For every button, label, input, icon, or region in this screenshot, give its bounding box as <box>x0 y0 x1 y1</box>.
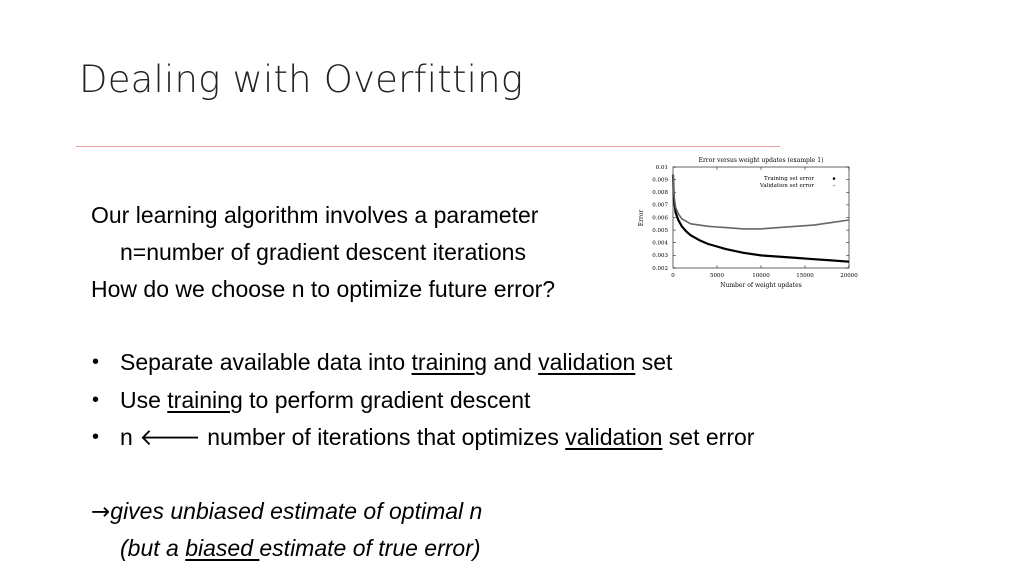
bullet-3-text-pre: n <box>120 424 140 450</box>
right-arrow-icon: → <box>91 499 111 525</box>
legend-validation-marker <box>833 185 835 187</box>
y-axis-label: Error <box>638 209 645 227</box>
bullet-3-text-post: set error <box>662 424 755 450</box>
bullet-3-text-mid: number of iterations that optimizes <box>200 424 566 450</box>
x-tick-label: 10000 <box>752 273 770 279</box>
x-tick-label: 5000 <box>710 273 724 279</box>
y-tick-label: 0.009 <box>652 177 668 184</box>
y-tick-label: 0.006 <box>652 215 668 222</box>
bullet-2-text-post: to perform gradient descent <box>242 387 531 413</box>
conclusion-line-2 <box>120 534 481 562</box>
conclusion-text-1: gives unbiased estimate of optimal n <box>110 498 483 524</box>
x-tick-label: 15000 <box>796 273 814 279</box>
bullet-1-text-post: set <box>635 349 673 375</box>
conclusion-text-pre: (but a <box>120 535 186 561</box>
bullet-item-3 <box>120 423 754 452</box>
error-chart <box>630 152 866 292</box>
title-divider <box>76 146 780 147</box>
conclusion-biased: biased <box>185 535 260 561</box>
bullet-3-validation: validation <box>565 424 663 450</box>
bullet-1-text-pre: Separate available data into <box>120 349 412 375</box>
legend-training-marker <box>833 177 836 180</box>
legend-validation-label: Validation set error <box>759 183 814 189</box>
bullet-1-validation: validation <box>538 349 636 375</box>
bullet-dot: • <box>92 389 100 411</box>
y-tick-label: 0.002 <box>652 265 668 272</box>
y-tick-label: 0.005 <box>652 227 668 234</box>
bullet-1-text-mid: and <box>486 349 539 375</box>
left-arrow-icon: 🡐 <box>139 425 201 451</box>
chart-legend <box>759 176 835 189</box>
bullet-2-training: training <box>167 387 243 413</box>
bullet-dot: • <box>92 426 100 448</box>
bullet-item-2 <box>120 386 530 414</box>
conclusion-line-1 <box>91 497 482 526</box>
y-tick-label: 0.008 <box>652 190 668 197</box>
legend-training-label: Training set error <box>764 176 814 182</box>
y-tick-label: 0.01 <box>655 164 668 171</box>
x-tick-label: 20000 <box>840 273 858 279</box>
x-axis-label: Number of weight updates <box>720 282 802 289</box>
slide-title: Dealing with Overfitting <box>79 58 524 101</box>
x-tick-label: 0 <box>671 273 675 279</box>
y-tick-label: 0.007 <box>652 202 668 209</box>
bullet-1-training: training <box>411 349 487 375</box>
y-tick-label: 0.004 <box>652 240 668 247</box>
y-tick-label: 0.003 <box>652 253 668 260</box>
chart-title: Error versus weight updates (example 1) <box>698 157 824 164</box>
bullet-dot: • <box>92 351 100 373</box>
intro-line-3: How do we choose n to optimize future error? <box>91 276 556 302</box>
conclusion-text-post: estimate of true error) <box>259 535 481 561</box>
bullet-2-text-pre: Use <box>120 387 168 413</box>
bullet-item-1 <box>120 348 672 376</box>
intro-line-2: n=number of gradient descent iterations <box>120 239 526 265</box>
intro-line-1: Our learning algorithm involves a parameter <box>91 202 539 228</box>
